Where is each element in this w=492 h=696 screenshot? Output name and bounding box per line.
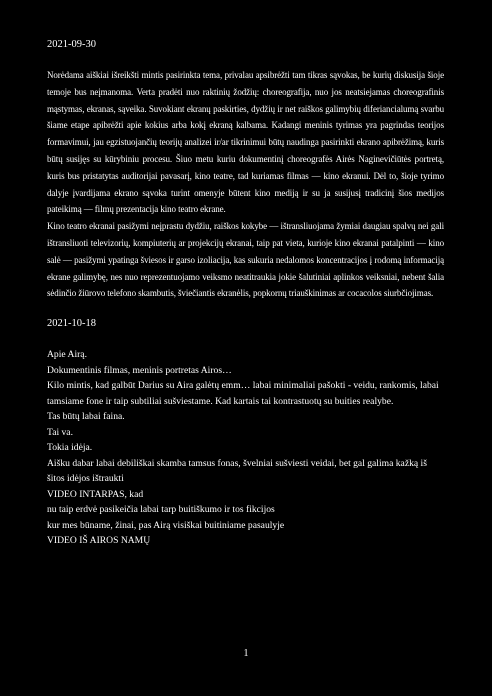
document-page xyxy=(47,38,444,549)
paragraph: Kino teatro ekranai pasižymi neįprastu dydžiu, raiškos kokybe — ištransliuojama žymiai daugiau spalvų nei gali ištransliuoti televizorių, kompiuterių ar projekcijų ekranai, taip pat vieta, kurioje kino ekranai patalpinti — kino salė — pasižymi ypatinga šviesos ir garso izoliacija, kas sukuria nedalomos koncentracijos į rodomą informaciją ekrane galimybę, nes nuo reprezentuojamo veiksmo neatitraukia jokie šalutiniai aplinkos veiksniai, nebent šalia sėdinčio žiūrovo telefono skambutis, šviečiantis ekranėlis, popkornų triauškinimas ar cocacolos siurbčiojimas. xyxy=(47,221,444,299)
text-line: Tas būtų labai faina. xyxy=(47,411,125,423)
text-line: Tokia idėja. xyxy=(47,442,93,454)
text-line: Dokumentinis filmas, meninis portretas Airos… xyxy=(47,364,232,376)
page-number: 1 xyxy=(243,648,249,659)
text-line: Aišku dabar labai debiliškai skamba tamsus fonas, švelniai sušviesti veidai, bet gal galima kažką iš šitos idėjos ištraukti xyxy=(47,457,427,485)
paragraph: Norėdama aiškiai išreikšti mintis pasirinkta tema, privalau apsibrėžti tam tikras sąvokas, be kurių diskusija šioje temoje bus neįmanoma. Verta pradėti nuo raktinių žodžių: choreografija, nuo jos neatsiejamas choreografinis mąstymas, ekranas, sąveika. Suvokiant ekranų paskirties, dydžių ir net raiškos galimybių diferiancialumą svarbu šiame etape apibrėžti apie kokius arba kokį ekraną kalbama. Kadangi meninis tyrimas yra pagrindas teorijos formavimui, jau egzistuojančių teorijų analizei ir/ar tikrinimui būtų naudinga pasirinkti ekrano apibrėžimą, kuris būtų susijęs su kūrybiniu procesu. Šiuo metu kuriu dokumentinį choreografės Airės Naginevičiūtės portretą, kuris bus pristatytas auditorijai pavasarį, kino teatre, tad kuriamas filmas — kino ekranui. Dėl to, šioje tyrimo dalyje įvardijama ekrano sąvoka turint omenyje būtent kino mediją ir su ja susijusį tradicinį šios medijos pateikimą — filmų prezentacija kino teatro ekrane. xyxy=(47,70,444,215)
text-line: Apie Airą. xyxy=(47,349,87,361)
entry-date: 2021-10-18 xyxy=(47,318,96,330)
text-line: Kilo mintis, kad galbūt Darius su Aira galėtų emm… labai minimaliai pašokti - veidu, rankomis, labai tamsiame fone ir taip subtiliai sušviestame. Kad kartais tai kontrastuotų su buities realybe. xyxy=(47,380,439,407)
text-line: kur mes būname, žinai, pas Airą visiškai buitiniame pasaulyje xyxy=(47,519,285,531)
text-line: Tai va. xyxy=(47,426,73,438)
text-line: VIDEO IŠ AIROS NAMŲ xyxy=(47,535,151,547)
text-line: VIDEO INTARPAS, kad xyxy=(47,488,144,500)
entry-date: 2021-09-30 xyxy=(47,39,96,50)
text-line: nu taip erdvė pasikeičia labai tarp buitiškumo ir tos fikcijos xyxy=(47,504,275,516)
